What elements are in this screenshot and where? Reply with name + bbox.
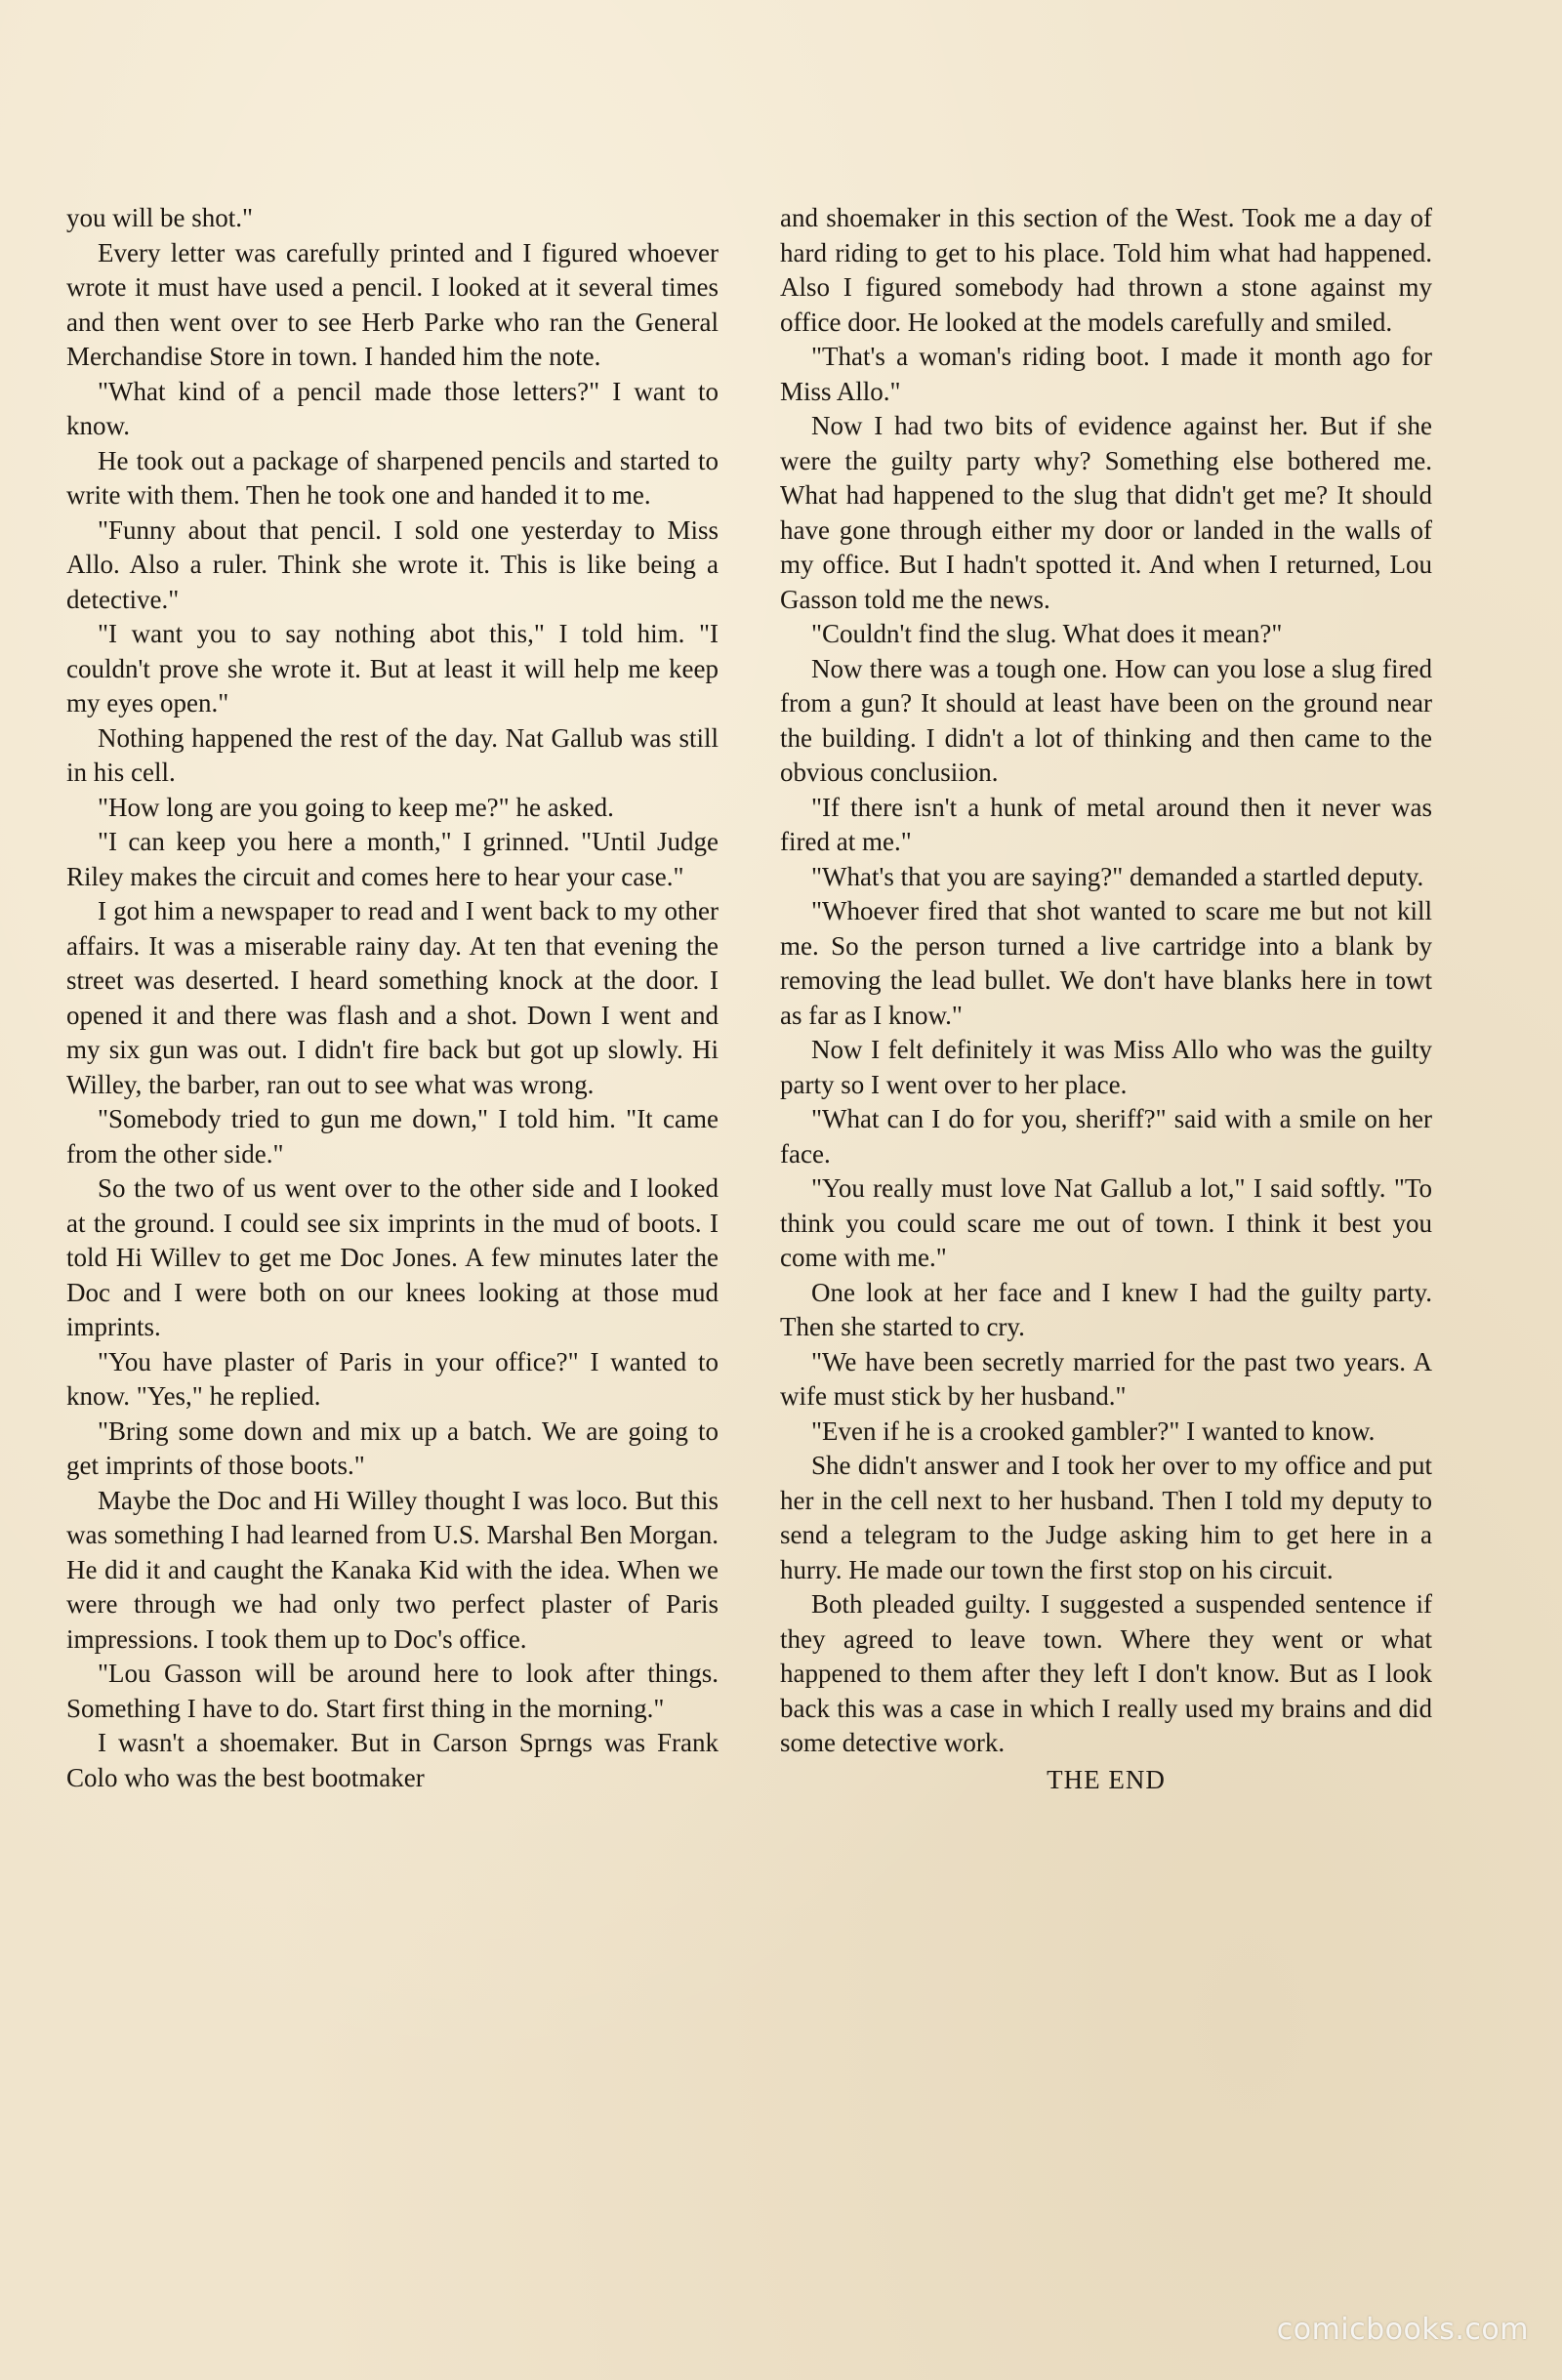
the-end-label: THE END [1047, 1764, 1166, 1794]
paragraph: So the two of us went over to the other side and I looked at the ground. I could see six imprints in the mud of boots. I told Hi Willev to get me Doc Jones. A few minutes later the Doc and I were both on our knees looking at those mud imprints. [66, 1173, 719, 1341]
paragraph: "Somebody tried to gun me down," I told him. "It came from the other side." [66, 1104, 719, 1169]
paragraph: "You really must love Nat Gallub a lot," I said softly. "To think you could scare me out of town. I think it best you come with me." [780, 1173, 1432, 1272]
paragraph: you will be shot." [66, 203, 254, 232]
watermark: comicbooks.com [1276, 2313, 1529, 2347]
paragraph: "You have plaster of Paris in your office?" I wanted to know. "Yes," he replied. [66, 1346, 719, 1411]
left-column [66, 201, 719, 1795]
paragraph: "Lou Gasson will be around here to look after things. Something I have to do. Start first thing in the morning." [66, 1659, 719, 1723]
paragraph: "Couldn't find the slug. What does it mean?" [811, 619, 1283, 648]
paragraph: Both pleaded guilty. I suggested a suspended sentence if they agreed to leave town. Where they went or what happened to them after they left I don't know. But as I look back this was a case in which I really used my brains and did some detective work. [780, 1589, 1432, 1757]
paragraph: "Whoever fired that shot wanted to scare me but not kill me. So the person turned a live cartridge into a blank by removing the lead bullet. We don't have blanks here in towt as far as I know." [780, 896, 1432, 1030]
paragraph: "What kind of a pencil made those letters?" I want to know. [66, 376, 719, 440]
paragraph: "We have been secretly married for the past two years. A wife must stick by her husband." [780, 1346, 1432, 1411]
paragraph: "Even if he is a crooked gambler?" I wanted to know. [811, 1416, 1376, 1446]
paragraph: She didn't answer and I took her over to my office and put her in the cell next to her husband. Then I told my deputy to send a telegram to the Judge asking him to get here in a hurry. He made our town the first stop on his circuit. [780, 1451, 1432, 1584]
paragraph: "Funny about that pencil. I sold one yesterday to Miss Allo. Also a ruler. Think she wrote it. This is like being a detective." [66, 514, 719, 614]
paragraph: He took out a package of sharpened pencils and started to write with them. Then he took one and handed it to me. [66, 445, 719, 510]
paragraph: and shoemaker in this section of the West. Took me a day of hard riding to get to his place. Told him what had happened. Also I figured somebody had thrown a stone against my office door. He looked at the models carefully and smiled. [780, 203, 1432, 337]
paragraph: "What can I do for you, sheriff?" said with a smile on her face. [780, 1104, 1432, 1169]
paragraph: Now I felt definitely it was Miss Allo who was the guilty party so I went over to her place. [780, 1035, 1432, 1099]
paragraph: "That's a woman's riding boot. I made it month ago for Miss Allo." [780, 342, 1432, 406]
paragraph: "I want you to say nothing abot this," I told him. "I couldn't prove she wrote it. But at least it will help me keep my eyes open." [66, 619, 719, 718]
paragraph: "If there isn't a hunk of metal around then it never was fired at me." [780, 792, 1432, 856]
paragraph: I got him a newspaper to read and I went back to my other affairs. It was a miserable rainy day. At ten that evening the street was deserted. I heard something knock at the door. I opened it and there was flash and a shot. Down I went and my six gun was out. I didn't fire back but got up slowly. Hi Willey, the barber, ran out to see what was wrong. [66, 896, 719, 1099]
paragraph: Now there was a tough one. How can you lose a slug fired from a gun? It should at least have been on the ground near the building. I didn't a lot of thinking and then came to the obvious conclusiion. [780, 653, 1432, 787]
paragraph: "I can keep you here a month," I grinned. "Until Judge Riley makes the circuit and comes here to hear your case." [66, 827, 719, 891]
paragraph: Now I had two bits of evidence against her. But if she were the guilty party why? Something else bothered me. What had happened to the slug that didn't get me? It should have gone through either my door or landed in the walls of my office. But I hadn't spotted it. And when I returned, Lou Gasson told me the news. [780, 411, 1432, 614]
right-column [780, 201, 1432, 1797]
paragraph: Nothing happened the rest of the day. Nat Gallub was still in his cell. [66, 722, 719, 787]
paragraph: "Bring some down and mix up a batch. We are going to get imprints of those boots." [66, 1416, 719, 1480]
paragraph: Maybe the Doc and Hi Willey thought I was loco. But this was something I had learned from U.S. Marshal Ben Morgan. He did it and caught the Kanaka Kid with the idea. When we were through we had only two perfect plaster of Paris impressions. I took them up to Doc's office. [66, 1485, 719, 1654]
paragraph: Every letter was carefully printed and I figured whoever wrote it must have used a pencil. I looked at it several times and then went over to see Herb Parke who ran the General Merchandise Store in town. I handed him the note. [66, 237, 719, 371]
paragraph: One look at her face and I knew I had the guilty party. Then she started to cry. [780, 1277, 1432, 1341]
paragraph: I wasn't a shoemaker. But in Carson Sprngs was Frank Colo who was the best bootmaker [66, 1728, 719, 1792]
paragraph: "What's that you are saying?" demanded a startled deputy. [811, 861, 1424, 891]
paragraph: "How long are you going to keep me?" he asked. [98, 792, 614, 822]
